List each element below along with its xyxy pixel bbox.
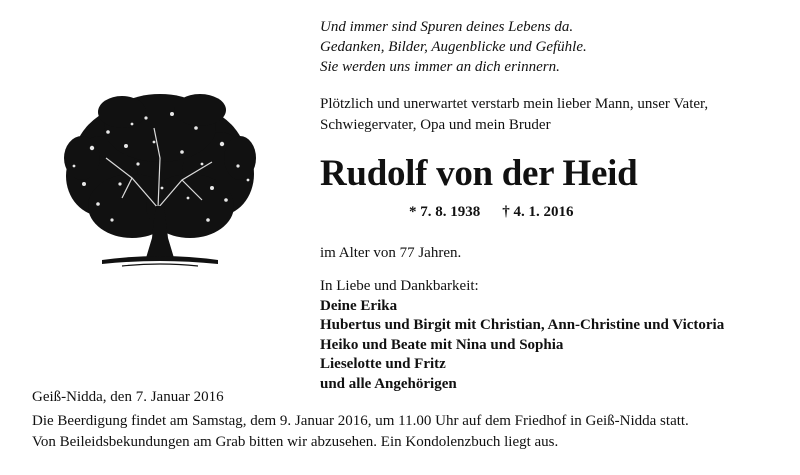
funeral-line-1: Die Beerdigung findet am Samstag, dem 9. Januar 2016, um 11.00 Uhr auf dem Friedhof in Geiß-Nidda statt. bbox=[32, 413, 689, 429]
age-text: im Alter von 77 Jahren. bbox=[320, 245, 462, 261]
deceased-name: Rudolf von der Heid bbox=[320, 153, 638, 194]
intro-text bbox=[320, 94, 790, 136]
poem-line-2: Gedanken, Bilder, Augenblicke und Gefühle. bbox=[320, 39, 587, 55]
poem bbox=[320, 17, 790, 77]
place-date: Geiß-Nidda, den 7. Januar 2016 bbox=[32, 389, 224, 405]
funeral-notice bbox=[32, 411, 792, 452]
mourner-line: Heiko und Beate mit Nina und Sophia bbox=[320, 336, 564, 353]
funeral-line-2: Von Beileidsbekundungen am Grab bitten wir abzusehen. Ein Kondolenzbuch liegt aus. bbox=[32, 433, 559, 450]
mourner-line: Deine Erika bbox=[320, 297, 398, 314]
life-dates bbox=[409, 203, 574, 221]
birth-date: * 7. 8. 1938 bbox=[409, 204, 481, 220]
mourner-line: Hubertus und Birgit mit Christian, Ann-Christine und Victoria bbox=[320, 317, 725, 334]
mourners-heading: In Liebe und Dankbarkeit: bbox=[320, 278, 479, 294]
mourner-line: und alle Angehörigen bbox=[320, 375, 457, 392]
intro-line-2: Schwiegervater, Opa und mein Bruder bbox=[320, 117, 551, 133]
death-date: † 4. 1. 2016 bbox=[502, 204, 574, 220]
intro-line-1: Plötzlich und unerwartet verstarb mein lieber Mann, unser Vater, bbox=[320, 96, 709, 112]
tree-icon bbox=[62, 88, 258, 274]
poem-line-1: Und immer sind Spuren deines Lebens da. bbox=[320, 19, 574, 35]
mourner-line: Lieselotte und Fritz bbox=[320, 356, 446, 373]
mourners-block bbox=[320, 277, 790, 395]
poem-line-3: Sie werden uns immer an dich erinnern. bbox=[320, 59, 560, 75]
